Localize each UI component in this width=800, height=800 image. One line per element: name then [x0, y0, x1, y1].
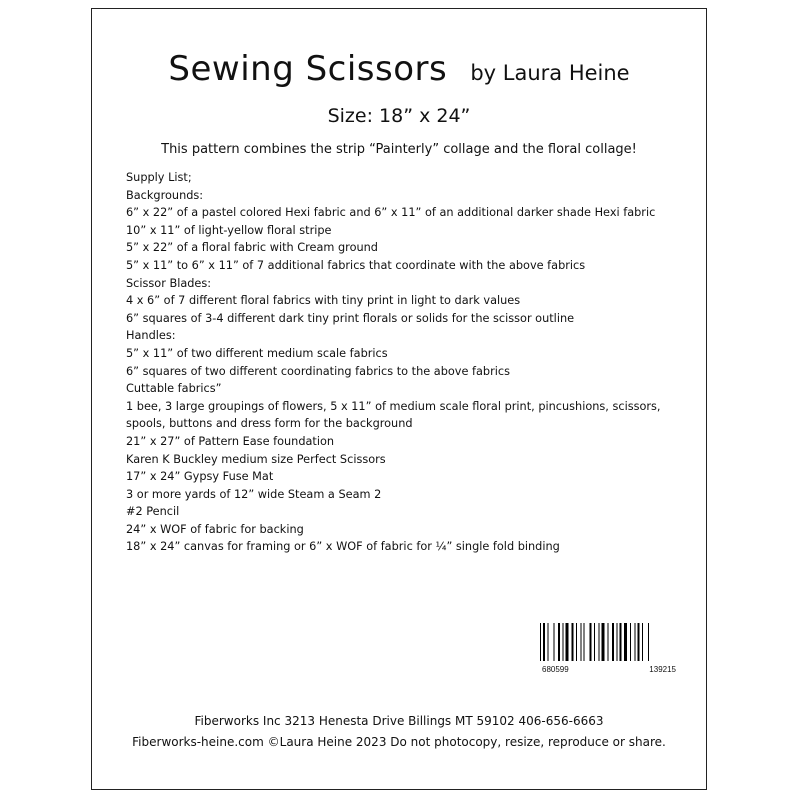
publisher-address: Fiberworks Inc 3213 Henesta Drive Billings MT 59102 406-656-6663 [194, 714, 604, 728]
publisher-footer [92, 711, 706, 753]
barcode-bar [558, 623, 560, 661]
supply-line: Backgrounds: [126, 188, 204, 202]
supply-line: #2 Pencil [126, 505, 180, 519]
barcode-bar [540, 623, 541, 661]
barcode-bar [548, 623, 549, 661]
barcode-bar [543, 623, 545, 661]
barcode-bar [563, 623, 564, 661]
copyright-notice: Fiberworks-heine.com ©Laura Heine 2023 Do not photocopy, resize, reproduce or share. [132, 735, 666, 749]
supply-line: 18” x 24” canvas for framing or 6” x WOF of fabric for ¼” single fold binding [126, 540, 560, 554]
barcode-bar [581, 623, 582, 661]
barcode-bar [635, 623, 636, 661]
supply-line: Handles: [126, 329, 176, 343]
supply-line: 6” squares of two different coordinating fabrics to the above fabrics [126, 364, 510, 378]
supply-line: 21” x 27” of Pattern Ease foundation [126, 434, 335, 448]
supply-list [126, 169, 686, 556]
supply-line: 4 x 6” of 7 different floral fabrics with tiny print in light to dark values [126, 294, 521, 308]
barcode-bar [584, 623, 585, 661]
supply-line: 5” x 11” to 6” x 11” of 7 additional fabrics that coordinate with the above fabrics [126, 258, 586, 272]
barcode-bar [554, 623, 555, 661]
barcode-bar [617, 623, 618, 661]
finished-size: Size: 18” x 24” [327, 105, 471, 127]
supply-line: Karen K Buckley medium size Perfect Scissors [126, 452, 386, 466]
barcode-bar [602, 623, 605, 661]
supply-line: 1 bee, 3 large groupings of flowers, 5 x 11” of medium scale floral print, pincushions, scissors, spools, buttons and dress form for the background [126, 399, 661, 431]
pattern-title: Sewing Scissors [168, 49, 448, 89]
pattern-back-cover [91, 8, 707, 790]
barcode-numbers [538, 665, 688, 674]
barcode-bar [638, 623, 640, 661]
barcode-bar [630, 623, 631, 661]
barcode-right-number: 139215 [649, 665, 676, 674]
pattern-description: This pattern combines the strip “Painterly” collage and the floral collage! [161, 142, 637, 157]
barcode-bar [642, 623, 643, 661]
barcode-bar [576, 623, 577, 661]
supply-line: 10” x 11” of light-yellow floral stripe [126, 223, 332, 237]
barcode-bar [566, 623, 569, 661]
barcode-bar [608, 623, 609, 661]
barcode-bar [624, 623, 627, 661]
barcode-left-number: 680599 [542, 665, 569, 674]
barcode-bar [594, 623, 595, 661]
supply-line: 17” x 24” Gypsy Fuse Mat [126, 470, 274, 484]
supply-line: 5” x 22” of a floral fabric with Cream ground [126, 241, 378, 255]
supply-line: 6” squares of 3-4 different dark tiny print florals or solids for the scissor outline [126, 311, 575, 325]
supply-line: 5” x 11” of two different medium scale fabrics [126, 346, 388, 360]
barcode-bar [648, 623, 649, 661]
title-row [92, 49, 706, 89]
supply-line: Cuttable fabrics” [126, 382, 222, 396]
barcode-bar [590, 623, 592, 661]
supply-line: Supply List; [126, 171, 192, 184]
barcode-bar [620, 623, 622, 661]
supply-line: Scissor Blades: [126, 276, 212, 290]
barcode-bar [599, 623, 600, 661]
author-byline: by Laura Heine [470, 61, 630, 85]
supply-line: 24” x WOF of fabric for backing [126, 522, 304, 536]
supply-line: 3 or more yards of 12” wide Steam a Seam 2 [126, 487, 382, 501]
barcode [538, 623, 688, 673]
barcode-bar [572, 623, 574, 661]
barcode-bars [538, 623, 688, 661]
barcode-bar [612, 623, 614, 661]
supply-line: 6” x 22” of a pastel colored Hexi fabric and 6” x 11” of an additional darker shade Hexi fabric [126, 206, 656, 220]
